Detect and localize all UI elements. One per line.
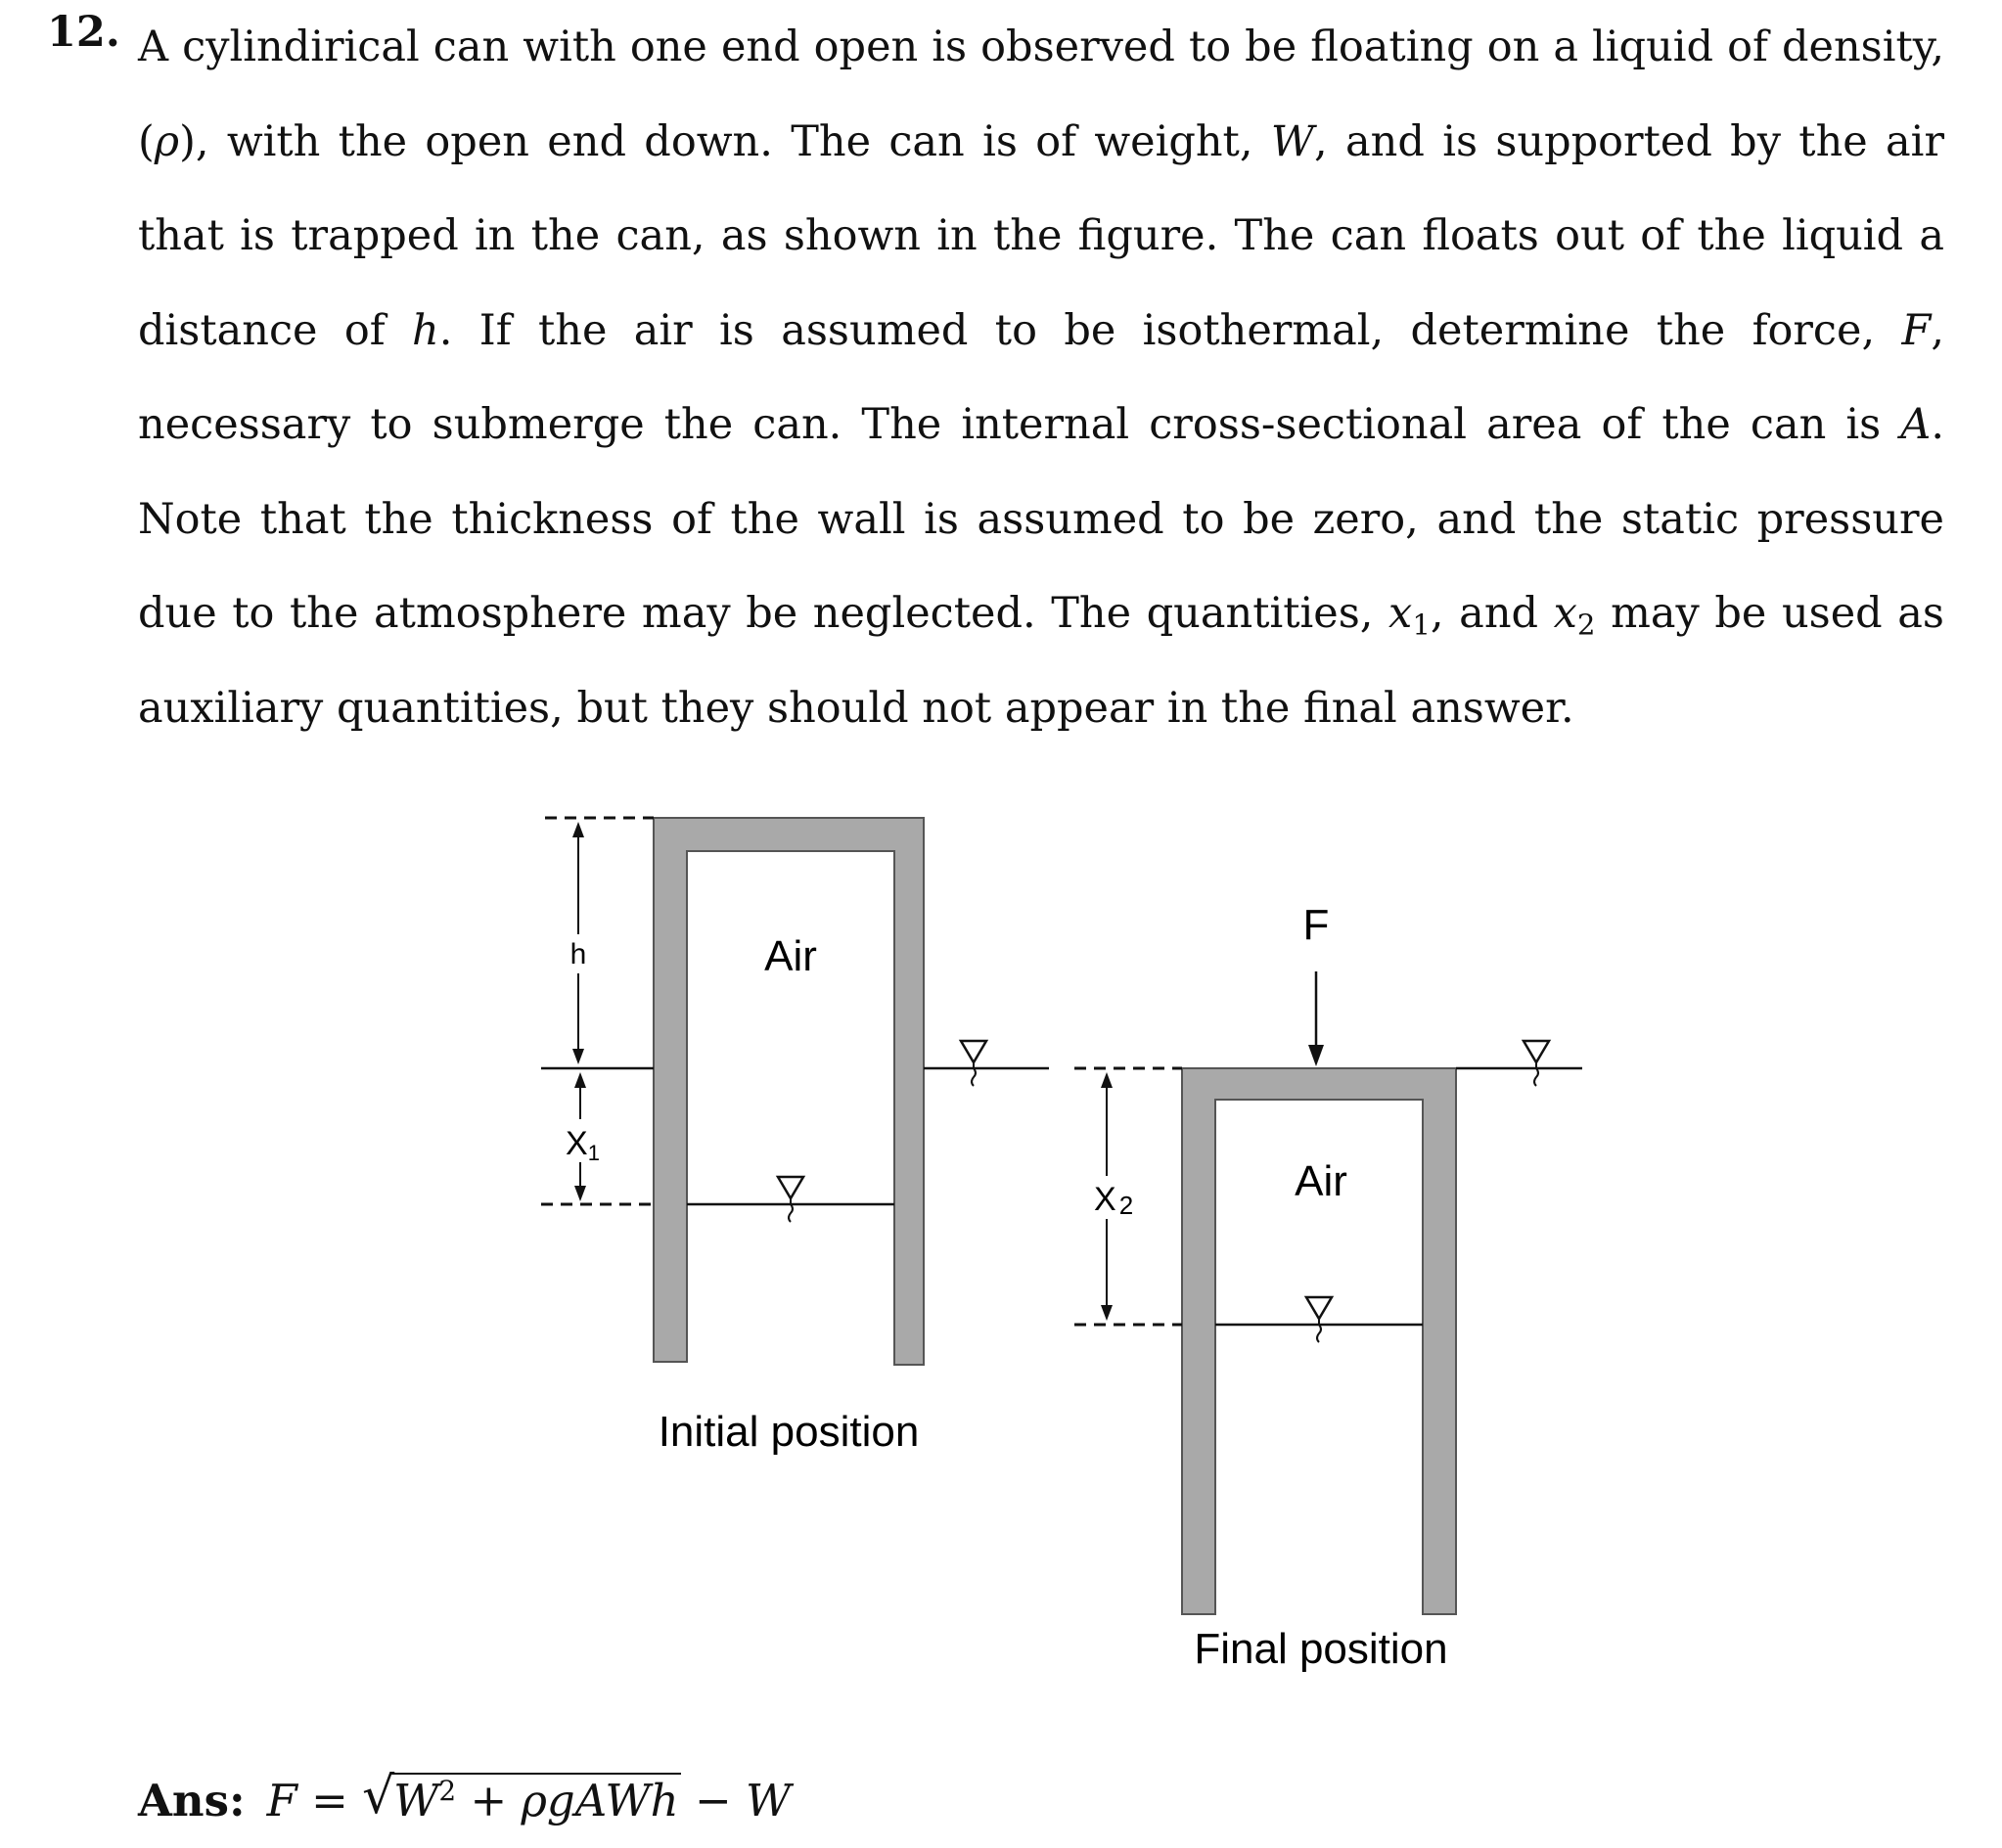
square-root [362,1767,681,1826]
initial-caption: Initial position [658,1408,920,1456]
text-segment: may be used as auxiliary quantities, but they should not appear in the final answer. [138,589,1944,733]
final-air-label: Air [1295,1157,1347,1205]
text-segment: . Note that the thickness of the wall is assumed to be zero, and the static pressure due to the atmosphere may be neglected. The quantities, [138,400,1944,638]
answer-tail: − W [680,1775,792,1826]
text-segment: . If the air is assumed to be isothermal, determine the force, [438,305,1902,355]
answer-lhs: F [266,1775,297,1826]
symbol-rho: ρ [154,116,180,166]
x1-arrow-up [574,1072,586,1088]
radicand-w: W [393,1775,439,1826]
radicand-exponent: 2 [438,1775,457,1807]
h-arrow-down [572,1049,584,1064]
initial-can-diagram [541,818,1049,1456]
x2-label-subscript: 2 [1118,1191,1134,1220]
subscript-2: 2 [1576,608,1596,642]
radicand-rest: + ρgAWh [456,1775,679,1826]
initial-air-label: Air [764,932,817,980]
subscript-1: 1 [1412,608,1431,642]
symbol-f: F [1901,305,1932,355]
symbol-x1: x [1388,589,1413,638]
symbol-x2: x [1553,589,1577,638]
text-segment: , and is supported by the air that is trapped in the can, as shown in the figure. The can floats out of the liquid a distance of [138,116,1944,355]
x1-arrow-down [574,1186,586,1201]
x1-label-letter: X [566,1125,588,1162]
x2-label-letter: X [1094,1181,1116,1218]
text-segment: , and [1430,589,1554,638]
answer-equals: = [296,1775,363,1826]
x2-arrow-down [1101,1305,1113,1321]
final-inner-surface-symbol-icon [1306,1297,1332,1342]
x2-arrow-up [1101,1072,1113,1088]
answer [138,1767,792,1826]
final-caption: Final position [1194,1625,1448,1673]
text-segment: ), with the open end down. The can is of weight, [179,116,1271,166]
force-arrowhead-icon [1308,1045,1324,1066]
h-arrow-up [572,822,584,837]
problem-number: 12. [47,8,120,57]
h-label: h [569,938,587,970]
outer-surface-symbol-icon [961,1041,986,1086]
radical-sign-icon: √ [362,1767,395,1825]
x1-label-subscript: 1 [587,1141,600,1165]
force-label: F [1302,901,1330,949]
final-can-diagram [1074,901,1582,1673]
text-segment: A cylindirical can with one end open is observed to be floating on a liquid of density, ( [138,23,1944,166]
final-outer-surface-symbol-icon [1524,1041,1549,1086]
symbol-w: W [1270,116,1315,166]
inner-surface-symbol-icon [778,1177,803,1222]
symbol-a: A [1900,400,1932,449]
symbol-h: h [412,305,439,355]
radicand [391,1773,681,1826]
initial-can-wall [654,818,924,1365]
answer-label: Ans: [138,1775,246,1826]
text-segment: , necessary to submerge the can. The internal cross-sectional area of the can is [138,305,1944,449]
